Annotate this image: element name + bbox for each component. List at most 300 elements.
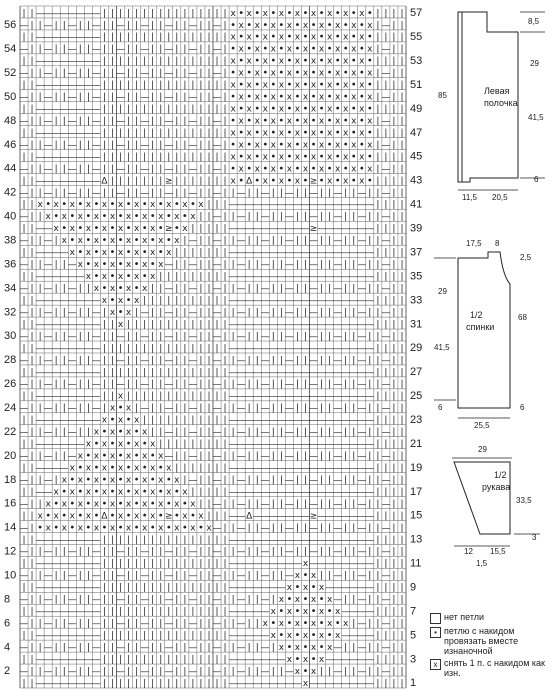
stitch-symbol: x	[262, 176, 268, 187]
stitch-symbol: —	[276, 583, 286, 594]
stitch-symbol: —	[260, 607, 270, 618]
stitch-symbol: |	[110, 68, 115, 79]
stitch-symbol: •	[286, 151, 293, 163]
stitch-symbol: |	[400, 678, 404, 689]
stitch-symbol: —	[19, 403, 29, 414]
stitch-symbol: |	[54, 44, 58, 55]
stitch-symbol: •	[77, 462, 84, 474]
stitch-symbol: —	[325, 511, 335, 522]
stitch-symbol: |	[207, 164, 211, 175]
stitch-symbol: |	[392, 355, 396, 366]
stitch-symbol: —	[43, 367, 53, 378]
stitch-symbol: —	[260, 499, 270, 510]
stitch-symbol: |	[183, 439, 187, 450]
stitch-symbol: |	[199, 104, 203, 115]
stitch-symbol: |	[223, 20, 227, 31]
stitch-symbol: |	[143, 32, 147, 43]
stitch-symbol: |	[376, 499, 380, 510]
stitch-symbol: |	[30, 439, 34, 450]
stitch-symbol: x	[238, 164, 244, 175]
stitch-symbol: —	[116, 642, 126, 653]
stitch-symbol: |	[392, 331, 396, 342]
stitch-symbol: |	[376, 32, 380, 43]
stitch-symbol: —	[236, 619, 246, 630]
stitch-symbol: |	[199, 630, 203, 641]
row-number-left: 26	[4, 378, 17, 391]
back-dim-5: 68	[518, 313, 527, 322]
stitch-symbol: |	[303, 379, 308, 390]
stitch-symbol: —	[333, 224, 343, 235]
stitch-symbol: |	[392, 152, 396, 163]
stitch-symbol: |	[255, 619, 259, 630]
stitch-symbol: x	[326, 176, 333, 187]
stitch-symbol: x	[141, 260, 148, 271]
stitch-symbol: x	[150, 224, 156, 235]
stitch-symbol: —	[19, 331, 29, 342]
stitch-symbol: |	[159, 116, 163, 127]
stitch-symbol: —	[140, 355, 150, 366]
stitch-symbol: —	[357, 367, 367, 378]
stitch-symbol: |	[30, 523, 34, 534]
stitch-symbol: —	[236, 403, 246, 414]
stitch-symbol: —	[164, 307, 174, 318]
stitch-symbol: |	[384, 678, 388, 689]
stitch-symbol: |	[199, 224, 203, 235]
stitch-symbol: •	[109, 438, 116, 450]
row-number-right: 25	[410, 390, 423, 403]
stitch-symbol: —	[357, 343, 367, 354]
stitch-symbol: •	[85, 450, 92, 462]
stitch-symbol: —	[67, 403, 77, 414]
stitch-symbol: x	[69, 487, 75, 498]
stitch-symbol: |	[223, 678, 227, 689]
stitch-symbol: |	[199, 678, 203, 689]
stitch-symbol: |	[199, 642, 203, 653]
stitch-symbol: —	[365, 200, 375, 211]
stitch-symbol: •	[181, 522, 188, 534]
stitch-symbol: |	[392, 571, 396, 582]
stitch-symbol: |	[392, 367, 396, 378]
stitch-symbol: —	[164, 20, 174, 31]
stitch-symbol: —	[116, 92, 126, 103]
stitch-symbol: —	[357, 319, 367, 330]
stitch-symbol: x	[109, 475, 116, 486]
stitch-symbol: —	[83, 559, 93, 570]
stitch-symbol: |	[183, 583, 187, 594]
stitch-symbol: |	[368, 212, 372, 223]
stitch-symbol: —	[357, 260, 367, 271]
stitch-symbol: |	[151, 188, 155, 199]
stitch-symbol: —	[212, 307, 222, 318]
stitch-symbol: x	[286, 68, 293, 79]
stitch-symbol: —	[228, 319, 238, 330]
stitch-symbol: |	[223, 284, 227, 295]
stitch-symbol: |	[54, 92, 58, 103]
stitch-symbol: |	[207, 8, 211, 19]
stitch-symbol: |	[86, 116, 90, 127]
row-number-right: 51	[410, 78, 423, 91]
stitch-symbol: —	[252, 654, 262, 665]
stitch-symbol: |	[175, 654, 179, 665]
stitch-symbol: |	[199, 8, 203, 19]
stitch-symbol: x	[69, 511, 75, 522]
stitch-symbol: |	[30, 391, 34, 402]
stitch-symbol: |	[135, 152, 139, 163]
stitch-symbol: •	[302, 570, 309, 582]
stitch-symbol: •	[254, 55, 261, 67]
stitch-symbol: |	[135, 595, 139, 606]
stitch-symbol: |	[207, 307, 211, 318]
stitch-symbol: —	[252, 415, 262, 426]
stitch-symbol: —	[357, 583, 367, 594]
row-number-right: 7	[410, 605, 417, 618]
stitch-symbol: —	[59, 128, 69, 139]
stitch-symbol: |	[231, 595, 235, 606]
row-number-left: 52	[4, 66, 17, 79]
stitch-symbol: —	[309, 260, 319, 271]
stitch-symbol: |	[78, 427, 82, 438]
stitch-symbol: •	[286, 641, 293, 653]
stitch-symbol: —	[341, 391, 351, 402]
stitch-symbol: |	[400, 583, 404, 594]
row-number-left: 28	[4, 354, 17, 367]
stitch-symbol: |	[392, 8, 396, 19]
stitch-symbol: —	[284, 535, 294, 546]
stitch-symbol: x	[109, 499, 116, 510]
stitch-symbol: —	[67, 343, 77, 354]
stitch-symbol: —	[341, 248, 351, 259]
stitch-symbol: |	[215, 176, 219, 187]
stitch-symbol: |	[223, 427, 227, 438]
stitch-symbol: —	[51, 248, 61, 259]
stitch-symbol: x	[45, 499, 51, 510]
stitch-symbol: |	[22, 224, 26, 235]
row-number-left: 38	[4, 234, 17, 247]
stitch-symbol: —	[365, 511, 375, 522]
stitch-symbol: x	[61, 499, 67, 510]
stitch-symbol: •	[109, 271, 116, 283]
stitch-symbol: |	[392, 248, 396, 259]
stitch-symbol: x	[310, 152, 317, 163]
stitch-symbol: |	[30, 607, 34, 618]
stitch-symbol: |	[183, 678, 187, 689]
stitch-symbol: |	[223, 92, 227, 103]
stitch-symbol: —	[188, 355, 198, 366]
stitch-symbol: |	[127, 343, 131, 354]
stitch-symbol: —	[309, 331, 319, 342]
stitch-symbol: —	[43, 32, 53, 43]
stitch-symbol: |	[376, 152, 380, 163]
stitch-symbol: —	[67, 535, 77, 546]
stitch-symbol: |	[191, 343, 195, 354]
stitch-symbol: —	[333, 511, 343, 522]
stitch-symbol: |	[30, 595, 34, 606]
stitch-symbol: |	[30, 68, 34, 79]
stitch-symbol: |	[54, 355, 58, 366]
stitch-symbol: ∆	[246, 511, 253, 522]
stitch-symbol: •	[53, 522, 60, 534]
stitch-symbol: —	[349, 630, 359, 641]
stitch-symbol: |	[271, 403, 275, 414]
stitch-symbol: —	[260, 451, 270, 462]
stitch-symbol: —	[309, 188, 319, 199]
stitch-symbol: |	[271, 307, 275, 318]
stitch-symbol: —	[19, 307, 29, 318]
stitch-symbol: |	[384, 607, 388, 618]
stitch-symbol: |	[271, 666, 275, 677]
stitch-symbol: |	[127, 583, 131, 594]
stitch-symbol: —	[381, 499, 391, 510]
stitch-symbol: |	[62, 116, 66, 127]
stitch-symbol: |	[30, 535, 34, 546]
stitch-symbol: |	[384, 630, 388, 641]
stitch-symbol: |	[151, 128, 155, 139]
stitch-symbol: —	[236, 367, 246, 378]
stitch-symbol: |	[295, 523, 299, 534]
stitch-symbol: |	[110, 104, 115, 115]
stitch-symbol: —	[35, 104, 45, 115]
stitch-symbol: |	[62, 547, 66, 558]
stitch-symbol: —	[67, 427, 77, 438]
stitch-symbol: |	[392, 547, 396, 558]
legend-text-bobble: петлю с накидом провязать вместе изнаночной	[444, 626, 519, 656]
stitch-symbol: |	[159, 8, 163, 19]
stitch-symbol: x	[93, 260, 100, 271]
stitch-symbol: |	[151, 176, 155, 187]
stitch-symbol: x	[69, 224, 75, 235]
stitch-symbol: |	[231, 642, 235, 653]
stitch-symbol: |	[207, 559, 211, 570]
stitch-symbol: |	[271, 642, 275, 653]
stitch-symbol: —	[83, 391, 93, 402]
stitch-symbol: |	[135, 619, 139, 630]
stitch-symbol: |	[30, 319, 34, 330]
stitch-symbol: |	[22, 463, 26, 474]
stitch-symbol: |	[247, 595, 251, 606]
stitch-symbol: •	[342, 139, 349, 151]
stitch-symbol: •	[77, 247, 84, 259]
stitch-symbol: —	[75, 654, 85, 665]
stitch-symbol: |	[400, 224, 404, 235]
stitch-symbol: x	[302, 92, 309, 103]
stitch-symbol: x	[133, 248, 140, 259]
stitch-symbol: •	[286, 175, 293, 187]
stitch-symbol: |	[400, 559, 404, 570]
stitch-symbol: —	[212, 427, 222, 438]
stitch-symbol: |	[223, 80, 227, 91]
stitch-symbol: x	[133, 487, 140, 498]
stitch-symbol: —	[244, 678, 254, 689]
stitch-symbol: —	[284, 355, 294, 366]
stitch-symbol: •	[302, 151, 309, 163]
stitch-symbol: x	[286, 20, 293, 31]
stitch-symbol: |	[207, 451, 211, 462]
stitch-symbol: —	[333, 200, 343, 211]
stitch-symbol: —	[333, 499, 343, 510]
stitch-symbol: |	[22, 583, 26, 594]
stitch-symbol: —	[333, 535, 343, 546]
stitch-symbol: —	[349, 487, 359, 498]
stitch-symbol: |	[183, 619, 187, 630]
stitch-symbol: |	[400, 8, 404, 19]
stitch-symbol: |	[102, 595, 106, 606]
stitch-symbol: |	[30, 367, 34, 378]
stitch-symbol: —	[19, 666, 29, 677]
stitch-symbol: x	[310, 571, 317, 582]
stitch-symbol: —	[67, 355, 77, 366]
stitch-symbol: —	[236, 295, 246, 306]
stitch-symbol: |	[199, 475, 203, 486]
stitch-symbol: —	[357, 331, 367, 342]
stitch-symbol: —	[59, 152, 69, 163]
stitch-symbol: |	[30, 307, 34, 318]
stitch-symbol: |	[110, 319, 115, 330]
stitch-symbol: —	[91, 583, 101, 594]
stitch-symbol: •	[85, 235, 92, 247]
stitch-symbol: |	[295, 212, 299, 223]
stitch-symbol: |	[30, 451, 34, 462]
stitch-symbol: |	[376, 379, 380, 390]
stitch-symbol: •	[326, 629, 333, 641]
stitch-symbol: —	[228, 248, 238, 259]
stitch-symbol: |	[215, 678, 219, 689]
stitch-symbol: —	[349, 272, 359, 283]
stitch-symbol: |	[38, 284, 42, 295]
stitch-symbol: •	[165, 498, 172, 510]
stitch-symbol: —	[91, 152, 101, 163]
stitch-symbol: •	[246, 91, 253, 103]
stitch-symbol: •	[133, 474, 140, 486]
stitch-symbol: |	[102, 654, 106, 665]
stitch-symbol: |	[344, 427, 348, 438]
stitch-symbol: |	[143, 583, 147, 594]
stitch-symbol: |	[135, 176, 139, 187]
stitch-symbol: |	[376, 20, 380, 31]
stitch-symbol: —	[325, 654, 335, 665]
stitch-symbol: |	[175, 56, 179, 67]
stitch-symbol: x	[310, 619, 317, 630]
stitch-symbol: x	[150, 248, 156, 259]
stitch-symbol: —	[236, 331, 246, 342]
stitch-symbol: •	[262, 43, 269, 55]
stitch-symbol: —	[341, 630, 351, 641]
stitch-symbol: x	[182, 487, 188, 498]
stitch-symbol: —	[333, 248, 343, 259]
stitch-symbol: —	[35, 463, 45, 474]
stitch-symbol: —	[317, 343, 327, 354]
stitch-symbol: |	[102, 188, 106, 199]
stitch-symbol: |	[279, 188, 283, 199]
stitch-symbol: |	[183, 355, 187, 366]
stitch-symbol: x	[93, 284, 100, 295]
stitch-symbol: •	[342, 19, 349, 31]
stitch-symbol: |	[231, 427, 235, 438]
stitch-symbol: —	[309, 403, 319, 414]
stitch-symbol: x	[85, 272, 92, 283]
stitch-symbol: |	[392, 391, 396, 402]
stitch-symbol: |	[392, 32, 396, 43]
stitch-symbol: |	[102, 535, 106, 546]
stitch-symbol: |	[392, 630, 396, 641]
stitch-symbol: —	[43, 559, 53, 570]
stitch-symbol: •	[294, 582, 301, 594]
stitch-symbol: |	[368, 260, 372, 271]
stitch-symbol: |	[38, 164, 42, 175]
stitch-symbol: x	[294, 32, 301, 43]
stitch-symbol: |	[22, 630, 26, 641]
stitch-symbol: |	[199, 463, 203, 474]
stitch-symbol: —	[284, 523, 294, 534]
stitch-symbol: —	[260, 678, 270, 689]
stitch-symbol: —	[91, 535, 101, 546]
stitch-symbol: —	[116, 188, 126, 199]
stitch-symbol: |	[384, 200, 388, 211]
stitch-symbol: |	[191, 248, 195, 259]
stitch-symbol: |	[159, 379, 163, 390]
stitch-symbol: |	[159, 571, 163, 582]
stitch-symbol: —	[35, 80, 45, 91]
stitch-symbol: |	[271, 475, 275, 486]
stitch-symbol: |	[127, 367, 131, 378]
stitch-symbol: —	[357, 547, 367, 558]
stitch-symbol: |	[199, 284, 203, 295]
stitch-symbol: x	[158, 499, 164, 510]
stitch-symbol: |	[231, 547, 235, 558]
stitch-symbol: —	[252, 367, 262, 378]
stitch-symbol: —	[164, 619, 174, 630]
stitch-symbol: |	[368, 379, 372, 390]
stitch-symbol: •	[93, 510, 100, 522]
stitch-symbol: —	[212, 595, 222, 606]
stitch-symbol: |	[102, 607, 106, 618]
stitch-symbol: —	[381, 236, 391, 247]
stitch-symbol: —	[188, 260, 198, 271]
stitch-symbol: |	[183, 128, 187, 139]
stitch-symbol: |	[271, 236, 275, 247]
stitch-symbol: |	[30, 403, 34, 414]
stitch-symbol: |	[151, 535, 155, 546]
stitch-symbol: |	[279, 284, 283, 295]
stitch-symbol: |	[368, 666, 372, 677]
row-number-left: 46	[4, 138, 17, 151]
stitch-symbol: x	[93, 499, 100, 510]
stitch-symbol: —	[357, 272, 367, 283]
stitch-symbol: |	[223, 8, 227, 19]
stitch-symbol: |	[199, 607, 203, 618]
stitch-symbol: |	[30, 152, 34, 163]
stitch-symbol: |	[376, 475, 380, 486]
stitch-symbol: |	[86, 140, 90, 151]
stitch-symbol: —	[35, 8, 45, 19]
row-number-right: 31	[410, 318, 423, 331]
stitch-symbol: x	[310, 642, 317, 653]
stitch-symbol: |	[191, 583, 195, 594]
stitch-symbol: —	[59, 343, 69, 354]
stitch-symbol: |	[151, 355, 155, 366]
stitch-symbol: |	[328, 427, 332, 438]
stitch-symbol: |	[320, 260, 324, 271]
stitch-symbol: •	[326, 67, 333, 79]
stitch-symbol: •	[358, 67, 365, 79]
stitch-symbol: —	[91, 80, 101, 91]
stitch-symbol: |	[199, 80, 203, 91]
stitch-symbol: •	[302, 79, 309, 91]
stitch-symbol: |	[320, 307, 324, 318]
stitch-symbol: x	[141, 475, 148, 486]
stitch-symbol: •	[238, 175, 245, 187]
stitch-symbol: —	[83, 152, 93, 163]
stitch-symbol: —	[91, 128, 101, 139]
